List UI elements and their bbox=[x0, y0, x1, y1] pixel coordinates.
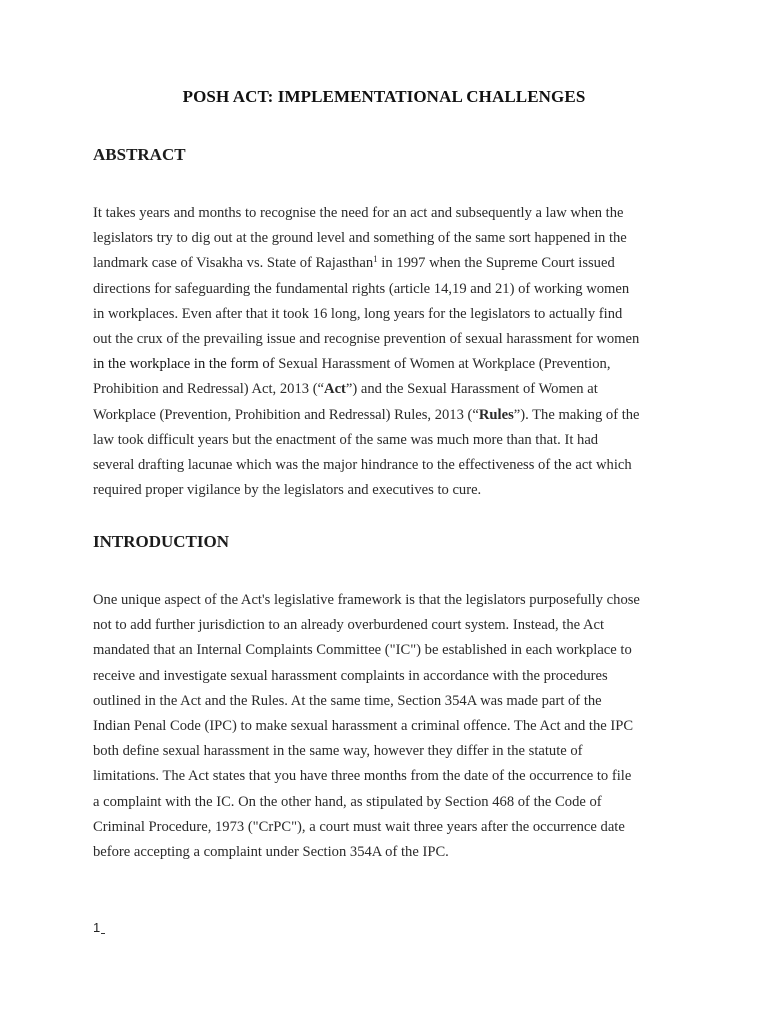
rules-defined-term: Rules bbox=[478, 406, 514, 423]
abstract-line: Workplace (Prevention, Prohibition and Redressal) Rules, 2013 (“Rules”). The making of the bbox=[93, 406, 640, 423]
introduction-line: One unique aspect of the Act's legislative framework is that the legislators purposefully chose bbox=[93, 592, 640, 608]
abstract-line: directions for safeguarding the fundamental rights (article 14,19 and 21) of working women bbox=[93, 280, 630, 297]
abstract-line: in workplaces. Even after that it took 16 long, long years for the legislators to actually find bbox=[93, 305, 623, 322]
page-title: POSH ACT: IMPLEMENTATIONAL CHALLENGES bbox=[182, 87, 586, 106]
abstract-line: in the workplace in the form of Sexual Harassment of Women at Workplace (Prevention, bbox=[93, 356, 611, 373]
introduction-line: receive and investigate sexual harassment complaints in accordance with the procedures bbox=[93, 667, 608, 684]
introduction-paragraph bbox=[93, 588, 683, 865]
introduction-line: before accepting a complaint under Section 354A of the IPC. bbox=[93, 844, 449, 861]
footnote-number[interactable]: 1 bbox=[93, 920, 101, 935]
abstract-line: several drafting lacunae which was the major hindrance to the effectiveness of the act which bbox=[93, 457, 632, 474]
footnote bbox=[93, 920, 105, 935]
introduction-line: not to add further jurisdiction to an already overburdened court system. Instead, the Act bbox=[93, 617, 605, 634]
introduction-line: a complaint with the IC. On the other hand, as stipulated by Section 468 of the Code of bbox=[93, 793, 602, 810]
introduction-line: Indian Penal Code (IPC) to make sexual harassment a criminal offence. The Act and the IPC bbox=[93, 718, 634, 735]
footnote-mark bbox=[101, 933, 105, 934]
introduction-line: Criminal Procedure, 1973 ("CrPC"), a court must wait three years after the occurrence date bbox=[93, 818, 625, 835]
abstract-line: required proper vigilance by the legislators and executives to cure. bbox=[93, 482, 482, 499]
introduction-heading: INTRODUCTION bbox=[93, 532, 230, 551]
introduction-line: both define sexual harassment in the same way, however they differ in the statute of bbox=[93, 743, 583, 760]
introduction-line: outlined in the Act and the Rules. At the same time, Section 354A was made part of the bbox=[93, 692, 602, 709]
abstract-line: out the crux of the prevailing issue and recognise prevention of sexual harassment for women bbox=[93, 331, 640, 348]
introduction-line: limitations. The Act states that you have three months from the date of the occurrence to file bbox=[93, 768, 632, 785]
introduction-line: mandated that an Internal Complaints Committee ("IC") be established in each workplace to bbox=[93, 642, 632, 659]
abstract-line: Prohibition and Redressal) Act, 2013 (“Act”) and the Sexual Harassment of Women at bbox=[93, 381, 598, 398]
abstract-heading: ABSTRACT bbox=[93, 145, 186, 164]
abstract-line: law took difficult years but the enactment of the same was much more than that. It had bbox=[93, 431, 599, 448]
abstract-line: landmark case of Visakha vs. State of Rajasthan$^1$ in 1997 when the Supreme Court issued bbox=[93, 254, 615, 272]
abstract-line: It takes years and months to recognise the need for an act and subsequently a law when the bbox=[93, 205, 624, 221]
act-defined-term: Act bbox=[324, 381, 346, 398]
abstract-line: legislators try to dig out at the ground level and something of the same sort happened in the bbox=[93, 230, 627, 247]
footnote-reference[interactable]: 1 bbox=[373, 254, 378, 265]
abstract-paragraph bbox=[93, 201, 683, 503]
